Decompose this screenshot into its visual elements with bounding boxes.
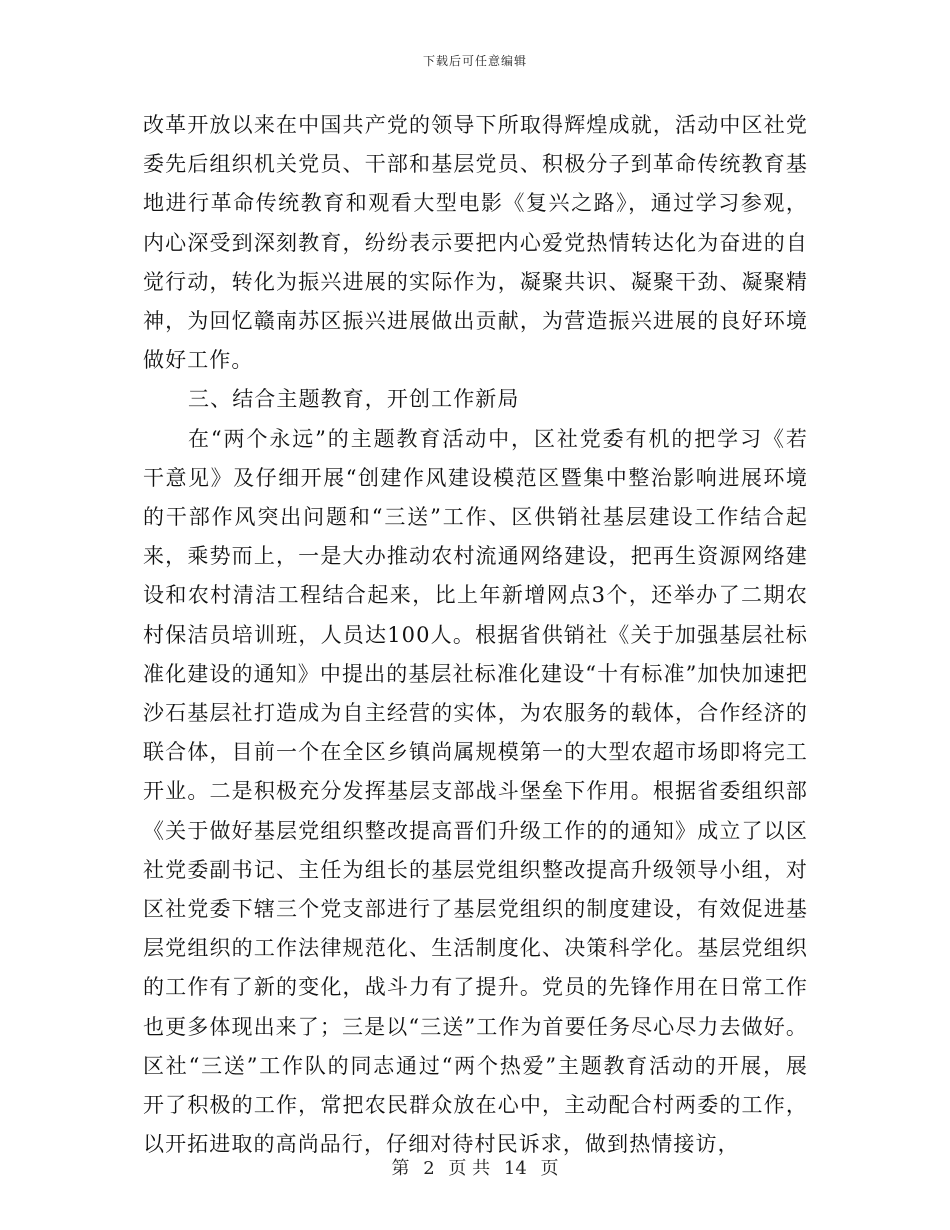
page-header-note: 下载后可任意编辑: [422, 54, 527, 68]
footer-prefix: 第: [391, 1158, 410, 1179]
footer-suffix: 页: [540, 1158, 559, 1179]
document-body: [143, 106, 808, 1164]
footer-page-number: 2: [423, 1158, 435, 1179]
footer-total-pages: 14: [503, 1158, 527, 1179]
footer-middle: 页 共: [448, 1158, 491, 1179]
section-heading-3: 三、结合主题教育，开创工作新局: [188, 387, 520, 412]
page-footer: [0, 1154, 950, 1180]
paragraph-1: 改革开放以来在中国共产党的领导下所取得辉煌成就，活动中区社党委先后组织机关党员、干部和基层党员、积极分子到革命传统教育基地进行革命传统教育和观看大型电影《复兴之路》，通过学习参观，内心深受到深刻教育，纷纷表示要把内心爱党热情转达化为奋进的自觉行动，转化为振兴进展的实际作为，凝聚共识、凝聚干劲、凝聚精神，为回忆赣南苏区振兴进展做出贡献，为营造振兴进展的良好环境做好工作。: [143, 113, 808, 373]
paragraph-2: 在“两个永远”的主题教育活动中，区社党委有机的把学习《若干意见》及仔细开展“创建作风建设模范区暨集中整治影响进展环境的干部作风突出问题和“三送”工作、区供销社基层建设工作结合起来，乘势而上，一是大办推动农村流通网络建设，把再生资源网络建设和农村清洁工程结合起来，比上年新增网点3个，还举办了二期农村保洁员培训班，人员达100人。根据省供销社《关于加强基层社标准化建设的通知》中提出的基层社标准化建设“十有标准”加快加速把沙石基层社打造成为自主经营的实体，为农服务的载体，合作经济的联合体，目前一个在全区乡镇尚属规模第一的大型农超市场即将完工开业。二是积极充分发挥基层支部战斗堡垒下作用。根据省委组织部《关于做好基层党组织整改提高晋们升级工作的的通知》成立了以区社党委副书记、主任为组长的基层党组织整改提高升级领导小组，对区社党委下辖三个党支部进行了基层党组织的制度建设，有效促进基层党组织的工作法律规范化、生活制度化、决策科学化。基层党组织的工作有了新的变化，战斗力有了提升。党员的先锋作用在日常工作也更多体现出来了；三是以“三送”工作为首要任务尽心尽力去做好。区社“三送”工作队的同志通过“两个热爱”主题教育活动的开展，展开了积极的工作，常把农民群众放在心中，主动配合村两委的工作，以开拓进取的高尚品行，仔细对待村民诉求，做到热情接访，: [143, 426, 808, 1157]
